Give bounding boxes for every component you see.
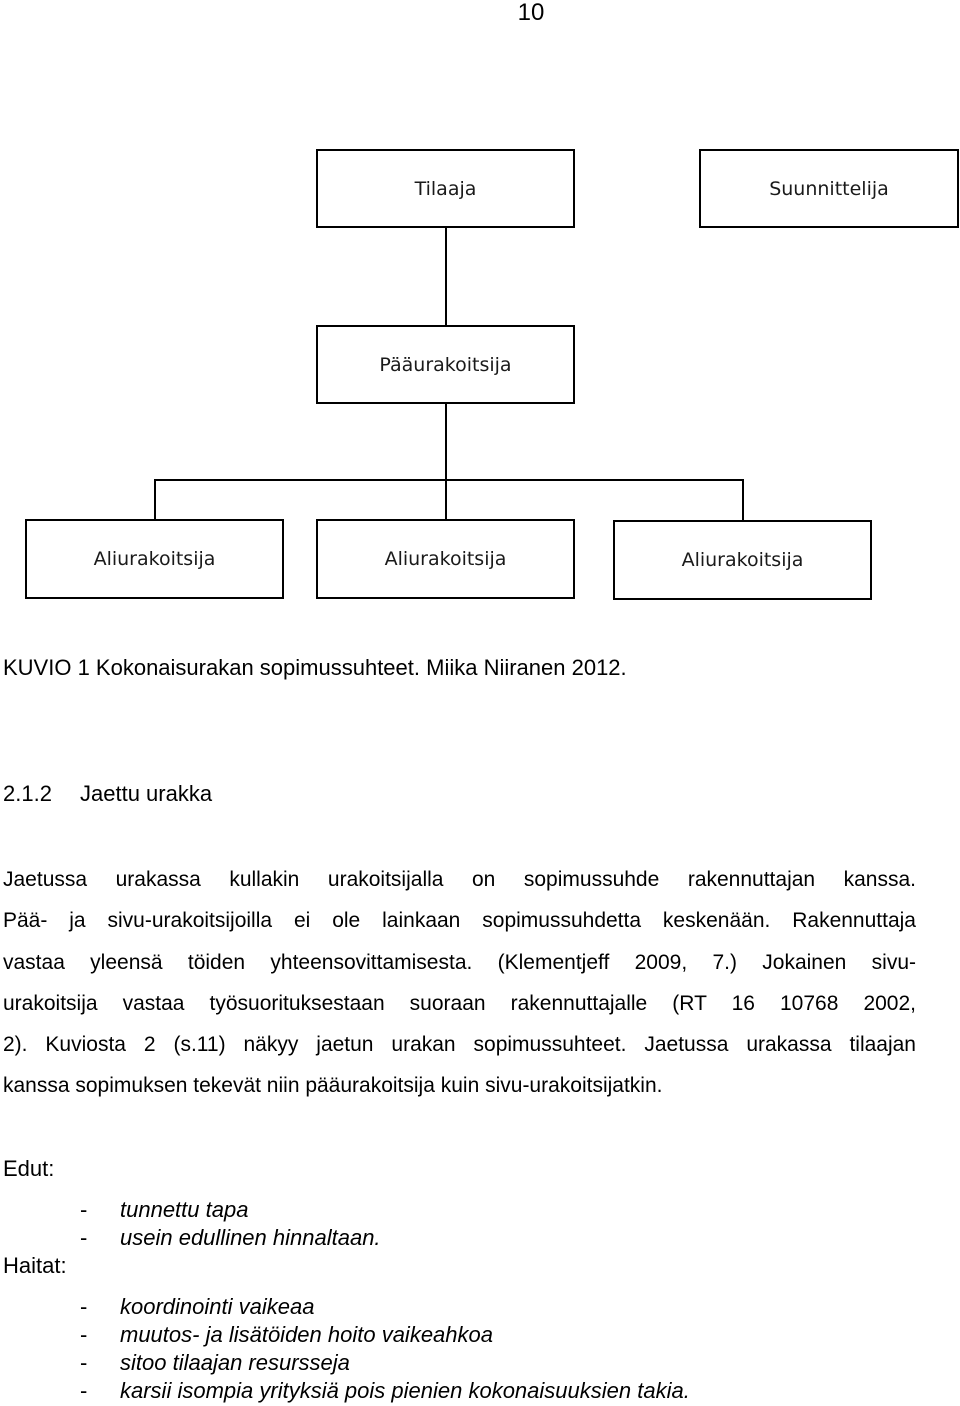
connector-paaurakoitsija-down (445, 402, 447, 480)
list-item (80, 1224, 381, 1252)
connector-to-aliurakoitsija-3 (742, 479, 744, 522)
list-item (80, 1377, 690, 1405)
page-number: 10 (517, 0, 545, 26)
body-line: kanssa sopimuksen tekevät niin pääurakoitsija kuin sivu-urakoitsijatkin. (3, 1074, 663, 1098)
body-paragraph (3, 859, 916, 1107)
edut-label: Edut: (3, 1156, 55, 1181)
list-dash: - (80, 1378, 88, 1403)
box-tilaaja-label: Tilaaja (414, 177, 477, 200)
list-item (80, 1293, 690, 1321)
list-dash: - (80, 1225, 88, 1250)
list-dash: - (80, 1350, 88, 1375)
org-chart-diagram (0, 0, 960, 610)
box-paaurakoitsija-label: Pääurakoitsija (379, 353, 512, 376)
box-aliurakoitsija-3-label: Aliurakoitsija (681, 549, 804, 571)
haitat-item: koordinointi vaikeaa (120, 1294, 315, 1319)
box-aliurakoitsija-2-label: Aliurakoitsija (384, 548, 507, 570)
list-dash: - (80, 1322, 88, 1347)
haitat-item: sitoo tilaajan resursseja (120, 1350, 350, 1375)
box-tilaaja (316, 149, 575, 228)
section-title: Jaettu urakka (80, 781, 213, 806)
edut-item: tunnettu tapa (120, 1197, 249, 1222)
list-dash: - (80, 1294, 88, 1319)
connector-to-aliurakoitsija-1 (154, 479, 156, 521)
box-suunnittelija (699, 149, 959, 228)
haitat-item: karsii isompia yrityksiä pois pienien kokonaisuuksien takia. (120, 1378, 690, 1403)
list-item (80, 1196, 381, 1224)
list-item (80, 1349, 690, 1377)
section-heading (3, 780, 212, 808)
figure-caption: KUVIO 1 Kokonaisurakan sopimussuhteet. Miika Niiranen 2012. (3, 655, 627, 680)
haitat-list (80, 1293, 690, 1405)
section-number: 2.1.2 (3, 781, 52, 806)
box-aliurakoitsija-1 (25, 519, 284, 599)
connector-horizontal-bar (154, 479, 744, 481)
connector-to-aliurakoitsija-2 (445, 479, 447, 521)
body-line: vastaa yleensä töiden yhteensovittamisesta. (Klementjeff 2009, 7.) Jokainen sivu- (3, 950, 916, 974)
body-line: Pää- ja sivu-urakoitsijoilla ei ole lainkaan sopimussuhdetta keskenään. Rakennuttaja (3, 909, 916, 933)
list-item (80, 1321, 690, 1349)
edut-list (80, 1196, 381, 1252)
haitat-item: muutos- ja lisätöiden hoito vaikeahkoa (120, 1322, 494, 1347)
edut-item: usein edullinen hinnaltaan. (120, 1225, 381, 1250)
box-aliurakoitsija-1-label: Aliurakoitsija (93, 548, 216, 570)
box-paaurakoitsija (316, 325, 575, 404)
body-line: Jaetussa urakassa kullakin urakoitsijalla on sopimussuhde rakennuttajan kanssa. (3, 868, 916, 891)
connector-tilaaja-paaurakoitsija (445, 227, 447, 327)
box-aliurakoitsija-2 (316, 519, 575, 599)
list-dash: - (80, 1197, 88, 1222)
body-line: urakoitsija vastaa työsuorituksestaan suoraan rakennuttajalle (RT 16 10768 2002, (3, 991, 916, 1015)
box-aliurakoitsija-3 (613, 520, 872, 600)
haitat-label: Haitat: (3, 1253, 67, 1278)
body-line: 2). Kuviosta 2 (s.11) näkyy jaetun urakan sopimussuhteet. Jaetussa urakassa tilaajan (3, 1033, 916, 1057)
box-suunnittelija-label: Suunnittelija (769, 177, 889, 200)
